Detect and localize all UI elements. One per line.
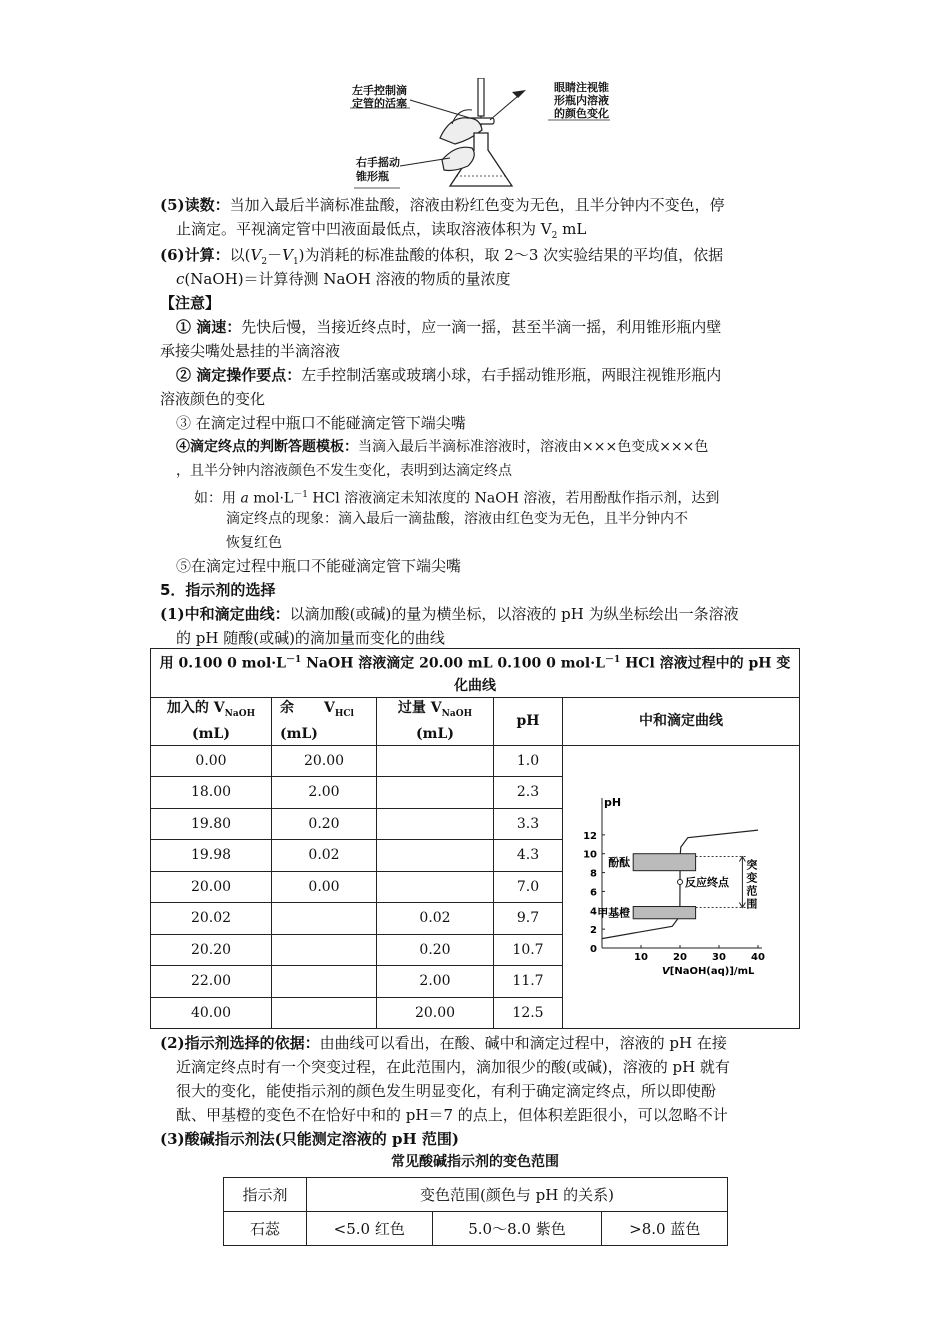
table-cell [272, 997, 377, 1029]
table-cell: 0.02 [377, 903, 494, 935]
jump-range-label: 突 [746, 858, 758, 872]
table-caption [151, 649, 800, 698]
chart-svg [570, 790, 780, 985]
label-left-hand-1: 左手控制滴 [352, 84, 407, 97]
caption-part4: 化曲线 [454, 677, 496, 694]
note2-text1: 左手控制活塞或玻璃小球，右手摇动锥形瓶，两眼注视锥形瓶内 [301, 366, 722, 384]
note4-line1 [176, 435, 708, 459]
sec5-p1-text1: 以滴加酸(或碱)的量为横坐标，以溶液的 pH 为纵坐标绘出一条溶液 [289, 605, 739, 623]
endpoint-label: 反应终点 [685, 876, 729, 889]
table-cell [272, 903, 377, 935]
y-tick-label: 8 [590, 868, 597, 880]
header-ph: pH [494, 697, 563, 745]
table-cell: 7.0 [494, 871, 563, 903]
table-cell: 0.00 [151, 745, 272, 777]
label-eyes-3: 的颜色变化 [554, 107, 609, 120]
litmus-red: <5.0 红色 [307, 1212, 433, 1246]
step6-v1-sub: 1 [292, 257, 299, 267]
sec5-p1-line2: 的 pH 随酸(或碱)的滴加量而变化的曲线 [176, 629, 445, 647]
caption-sup2: －1 [604, 655, 621, 665]
indicator-header: 指示剂 [224, 1178, 307, 1212]
sec5-p2-line3: 很大的变化，能使指示剂的颜色发生明显变化，有利于确定滴定终点，所以即使酚 [176, 1082, 717, 1100]
jump-range-label: 围 [746, 897, 758, 911]
table-cell: 20.00 [272, 745, 377, 777]
sec5-p2-line4: 酞、甲基橙的变色不在恰好中和的 pH＝7 的点上，但体积差距很小，可以忽略不计 [176, 1106, 728, 1124]
step6-v2-sub: 2 [261, 257, 268, 267]
example-text1c: HCl 溶液滴定未知浓度的 NaOH 溶液，若用酚酞作指示剂，达到 [307, 490, 720, 507]
y-tick-label: 10 [583, 849, 597, 861]
step5-line1 [160, 193, 725, 217]
h1a: 加入的 V [166, 700, 225, 717]
example-text1a: 如：用 [194, 490, 241, 507]
x-tick-label: 30 [712, 952, 726, 963]
h1sub: NaOH [224, 709, 256, 720]
table-cell: 9.7 [494, 903, 563, 935]
note2-heading: ② 滴定操作要点： [176, 366, 302, 384]
titration-figure [340, 78, 630, 193]
table-cell: 4.3 [494, 840, 563, 872]
sec5-p2-text1: 由曲线可以看出，在酸、碱中和滴定过程中，溶液的 pH 在接 [319, 1034, 727, 1052]
note4-line2: ，且半分钟内溶液颜色不发生变化，表明到达滴定终点 [176, 463, 512, 479]
step6-heading: (6)计算： [160, 246, 230, 264]
example-a: a [240, 490, 249, 507]
note1-text1: 先快后慢，当接近终点时，应一滴一摇，甚至半滴一摇，利用锥形瓶内壁 [241, 318, 722, 336]
note1-heading: ① 滴速： [176, 318, 242, 336]
table-cell: 2.00 [377, 966, 494, 998]
example-text1b: mol·L [248, 490, 294, 507]
step5-text2: 止滴定。平视滴定管中凹液面最低点，读取溶液体积为 V [176, 220, 552, 238]
sec5-p2-heading: (2)指示剂选择的依据： [160, 1034, 320, 1052]
step5-text1: 当加入最后半滴标准盐酸，溶液由粉红色变为无色，且半分钟内不变色，停 [229, 196, 725, 214]
caption-part1: 用 0.100 0 mol·L [159, 655, 286, 672]
table-cell: 2.3 [494, 777, 563, 809]
phenolphthalein-range-box [633, 854, 695, 871]
step6-c: c [176, 270, 185, 288]
h2b: (mL) [280, 726, 318, 743]
step6-text2: (NaOH)＝计算待测 NaOH 溶液的物质的量浓度 [184, 270, 511, 288]
y-tick-label: 6 [590, 887, 597, 899]
h3sub: NaOH [441, 709, 473, 720]
table-cell [377, 808, 494, 840]
header-curve: 中和滴定曲线 [563, 697, 800, 745]
label-eyes-2: 形瓶内溶液 [554, 94, 609, 107]
step5-unit: mL [557, 220, 587, 238]
step5-sub: 2 [551, 231, 558, 241]
table-cell [377, 745, 494, 777]
range-header: 变色范围(颜色与 pH 的关系) [307, 1178, 728, 1212]
header-remaining-hcl [272, 697, 377, 745]
table-cell: 2.00 [272, 777, 377, 809]
sec5-p3: (3)酸碱指示剂法(只能测定溶液的 pH 范围) [160, 1130, 459, 1148]
table-cell: 0.00 [272, 871, 377, 903]
phenolphthalein-label: 酚酞 [608, 856, 631, 870]
note4-heading: ④滴定终点的判断答题模板： [176, 439, 358, 455]
table-cell [272, 934, 377, 966]
x-tick-label: 10 [634, 952, 648, 963]
indicator-table-title: 常见酸碱指示剂的变色范围 [391, 1154, 559, 1170]
h1b: (mL) [192, 726, 230, 743]
note3: ③ 在滴定过程中瓶口不能碰滴定管下端尖嘴 [176, 414, 466, 432]
caption-sup1: －1 [285, 655, 302, 665]
caption-part3: HCl 溶液过程中的 pH 变 [620, 655, 791, 672]
x-tick-label: 40 [751, 952, 765, 963]
jump-range-label: 范 [746, 884, 758, 898]
h2sub: HCl [334, 709, 354, 720]
table-cell: 12.5 [494, 997, 563, 1029]
x-axis-label: V[NaOH(aq)]/mL [662, 966, 755, 977]
table-cell: 0.20 [377, 934, 494, 966]
caption-part2: NaOH 溶液滴定 20.00 mL 0.100 0 mol·L [301, 655, 605, 672]
example-sup: －1 [293, 490, 308, 500]
methyl-orange-label: 甲基橙 [597, 906, 631, 920]
note-title: 【注意】 [160, 294, 221, 312]
table-cell [377, 840, 494, 872]
step6-text1a: 以( [229, 246, 251, 264]
label-left-hand-2: 定管的活塞 [352, 97, 407, 110]
note2-line2: 溶液颜色的变化 [160, 390, 266, 408]
step6-v1: V [282, 246, 293, 264]
table-cell: 0.20 [272, 808, 377, 840]
titration-curve-chart [570, 790, 780, 985]
step6-minus: － [267, 246, 283, 264]
header-added-naoh [151, 697, 272, 745]
litmus-blue: >8.0 蓝色 [602, 1212, 728, 1246]
table-cell: 19.80 [151, 808, 272, 840]
label-eyes-1: 眼睛注视锥 [554, 81, 609, 94]
table-cell: 20.02 [151, 903, 272, 935]
y-tick-label: 4 [590, 906, 597, 918]
sec5-p2-line1 [160, 1031, 727, 1055]
table-cell: 1.0 [494, 745, 563, 777]
step6-text1b: )为消耗的标准盐酸的体积，取 2～3 次实验结果的平均值，依据 [298, 246, 724, 264]
table-cell [377, 777, 494, 809]
table-cell [377, 871, 494, 903]
y-tick-label: 0 [590, 944, 597, 955]
litmus-purple: 5.0～8.0 紫色 [432, 1212, 602, 1246]
table-row [151, 745, 800, 777]
y-tick-label: 2 [590, 925, 597, 937]
sec5-p1-line1 [160, 602, 739, 626]
x-tick-label: 20 [673, 952, 687, 963]
indicator-table [223, 1177, 728, 1246]
section5-title: 5．指示剂的选择 [160, 581, 276, 599]
indicator-litmus: 石蕊 [224, 1212, 307, 1246]
y-axis-label: pH [604, 796, 622, 809]
endpoint-marker [678, 880, 683, 885]
h2v: V [324, 700, 335, 717]
sec5-p1-heading: (1)中和滴定曲线： [160, 605, 290, 623]
table-cell: 20.00 [377, 997, 494, 1029]
table-cell: 22.00 [151, 966, 272, 998]
h3b: (mL) [416, 726, 454, 743]
table-cell: 0.02 [272, 840, 377, 872]
note1-line1 [176, 315, 721, 339]
table-cell: 20.00 [151, 871, 272, 903]
step6-v2: V [250, 246, 262, 264]
table-cell: 40.00 [151, 997, 272, 1029]
step5-heading: (5)读数： [160, 196, 230, 214]
header-excess-naoh [377, 697, 494, 745]
note2-line1 [176, 363, 721, 387]
note5: ⑤在滴定过程中瓶口不能碰滴定管下端尖嘴 [176, 557, 462, 575]
jump-range-label: 变 [746, 871, 758, 885]
label-right-hand-2: 锥形瓶 [356, 170, 389, 183]
h3a: 过量 V [397, 700, 442, 717]
table-cell: 18.00 [151, 777, 272, 809]
methyl-orange-range-box [633, 907, 695, 919]
note4-text1: 当滴入最后半滴标准溶液时，溶液由×××色变成×××色 [358, 439, 709, 455]
h2a: 余 [280, 700, 294, 717]
label-right-hand-1: 右手摇动 [356, 156, 400, 169]
table-cell [272, 966, 377, 998]
table-cell: 3.3 [494, 808, 563, 840]
example-line2: 滴定终点的现象：滴入最后一滴盐酸，溶液由红色变为无色，且半分钟内不 [226, 511, 688, 527]
table-cell: 20.20 [151, 934, 272, 966]
step6-line2 [176, 267, 511, 291]
example-line3: 恢复红色 [226, 535, 282, 551]
table-cell: 19.98 [151, 840, 272, 872]
sec5-p2-line2: 近滴定终点时有一个突变过程，在此范围内，滴加很少的酸(或碱)，溶液的 pH 就有 [176, 1058, 730, 1076]
note1-line2: 承接尖嘴处悬挂的半滴溶液 [160, 342, 341, 360]
y-tick-label: 12 [583, 830, 597, 842]
table-cell: 11.7 [494, 966, 563, 998]
table-cell: 10.7 [494, 934, 563, 966]
